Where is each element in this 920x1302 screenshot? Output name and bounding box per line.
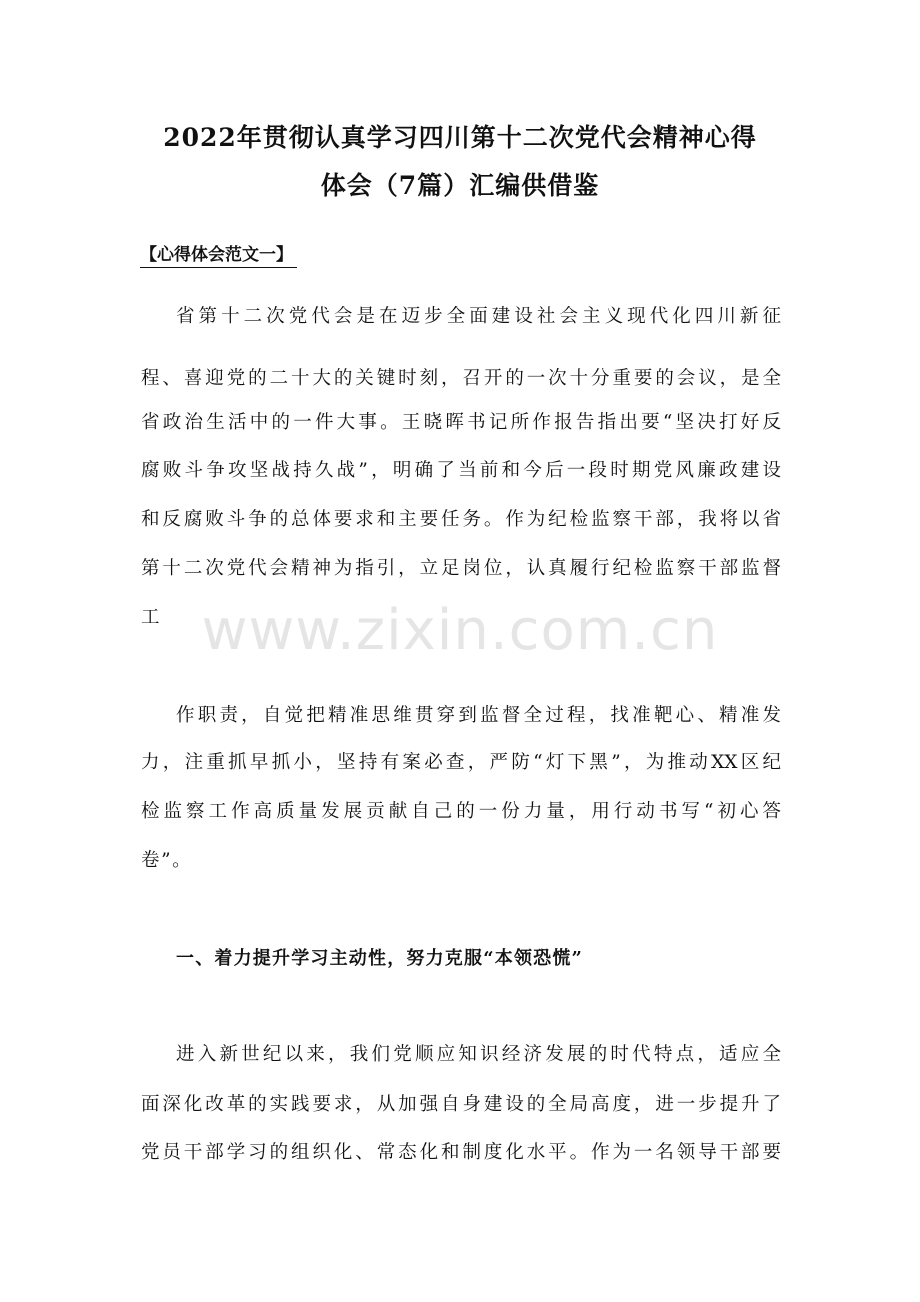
document-title-line-2: 体会（7篇）汇编供借鉴 (320, 171, 600, 200)
paragraph-2-line-1: 作职责，自觉把精准思维贯穿到监督全过程，找准靶心、精准发 (176, 705, 781, 726)
section-heading-1: 一、着力提升学习主动性，努力克服“本领恐慌” (176, 948, 584, 969)
paragraph-1-line-4: 腐败斗争攻坚战持久战”，明确了当前和今后一段时期党风廉政建设 (141, 460, 781, 481)
paragraph-2-line-2: 力，注重抓早抓小，坚持有案必查，严防“灯下黑”，为推动XX区纪 (141, 752, 781, 773)
paragraph-2-line-3: 检监察工作高质量发展贡献自己的一份力量，用行动书写“初心答 (141, 801, 781, 822)
paragraph-1-line-5: 和反腐败斗争的总体要求和主要任务。作为纪检监察干部，我将以省 (141, 509, 781, 530)
watermark: www.zixin.com.cn (201, 598, 719, 663)
paragraph-3-line-2: 面深化改革的实践要求，从加强自身建设的全局高度，进一步提升了 (141, 1094, 781, 1115)
paragraph-1-line-3: 省政治生活中的一件大事。王晓晖书记所作报告指出要“坚决打好反 (141, 412, 781, 433)
paragraph-1-line-7: 工 (141, 607, 162, 628)
section-label: 【心得体会范文一】 (140, 240, 297, 268)
paragraph-1-line-2: 程、喜迎党的二十大的关键时刻，召开的一次十分重要的会议，是全 (141, 368, 781, 389)
paragraph-2-line-4: 卷”。 (141, 850, 193, 871)
document-title-line-1: 2022年贯彻认真学习四川第十二次党代会精神心得 (163, 123, 757, 152)
paragraph-1-line-6: 第十二次党代会精神为指引，立足岗位，认真履行纪检监察干部监督 (141, 558, 781, 579)
paragraph-3-line-3: 党员干部学习的组织化、常态化和制度化水平。作为一名领导干部要 (141, 1142, 781, 1163)
paragraph-3-line-1: 进入新世纪以来，我们党顺应知识经济发展的时代特点，适应全 (176, 1044, 781, 1065)
paragraph-1-line-1: 省第十二次党代会是在迈步全面建设社会主义现代化四川新征 (176, 306, 781, 327)
